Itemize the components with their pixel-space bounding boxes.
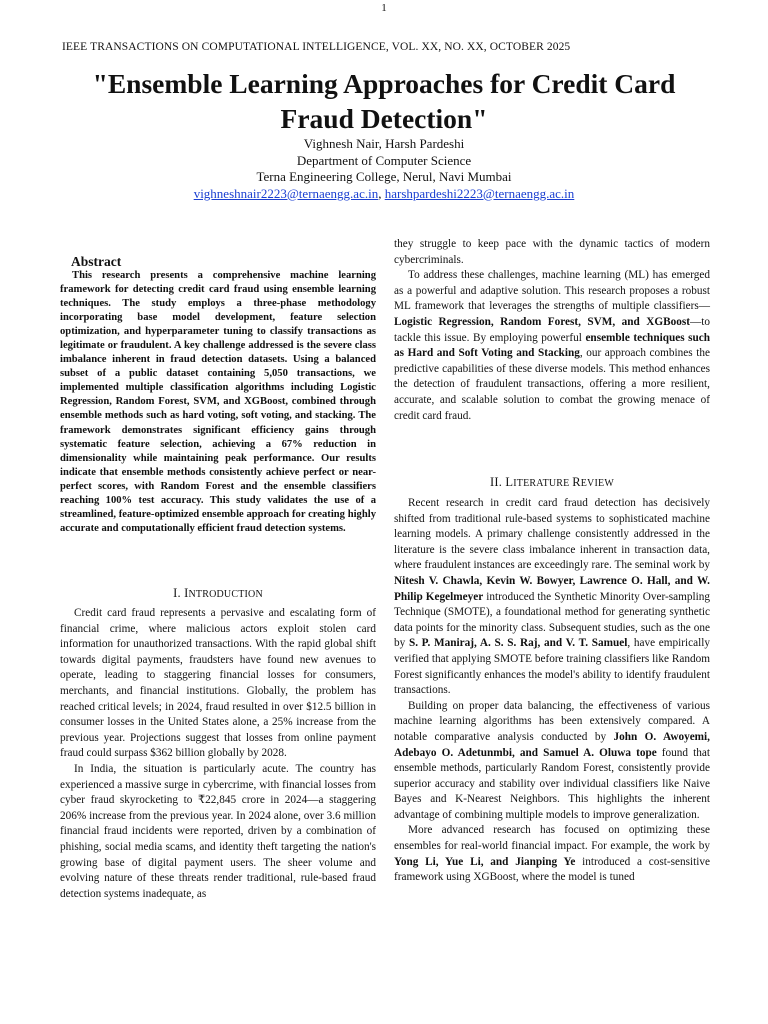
paper-title (0, 66, 768, 136)
lit-paragraph-2: Building on proper data balancing, the effectiveness of various machine learning algorithms has been extensively compared. A notable comparative analysis conducted by John O. Awoyemi, Adebayo O. Adetunmbi, and Samuel A. Oluwa tope found that ensemble methods, particularly Random Forest, consistently provide superior accuracy and stability over individual classifiers like Naive Bayes and K-Nearest Neighbors. This highlights the inherent advantage of combining multiple models to improve generalization. (394, 699, 710, 821)
page-number: 1 (381, 2, 387, 14)
title-line-2: Fraud Detection" (280, 103, 488, 134)
intro-paragraph-3: To address these challenges, machine learning (ML) has emerged as a powerful and adaptive solution. This research proposes a robust ML framework that leverages the strengths of multiple classifiers—Logistic Regression, Random Forest, SVM, and XGBoost—to tackle this issue. By employing powerful ensemble techniques such as Hard and Soft Voting and Stacking, our approach combines the predictive capabilities of these diverse models. This method enhances the detection of fraudulent transactions, offering a more resilient, accurate, and scalable solution to combat the growing menace of credit card fraud. (394, 269, 710, 422)
title-line-1: "Ensemble Learning Approaches for Credit Card (92, 68, 676, 99)
email-link-2[interactable]: harshpardeshi2223@ternaengg.ac.in (384, 185, 575, 201)
right-column-intro-continued (394, 237, 710, 424)
introduction-body (60, 606, 376, 902)
author-names: Vighnesh Nair, Harsh Pardeshi (303, 136, 465, 151)
author-institution: Terna Engineering College, Nerul, Navi Mumbai (256, 169, 512, 184)
author-emails (0, 186, 768, 203)
email-link-1[interactable]: vighneshnair2223@ternaengg.ac.in (193, 185, 379, 201)
intro-paragraph-1: Credit card fraud represents a pervasive and escalating form of financial crime, where malicious actors exploit stolen card information for unauthorized transactions. With the rapid global shift towards digital payments, fraudsters have found new avenues to operate, leading to staggering financial losses for consumers, merchants, and financial institutions. Globally, the problem has reached critical levels; in 2024, fraud resulted in over $12.5 billion in consumer losses in the United States alone, a 25% increase from the previous year. Projections suggest that losses from online payment fraud could surpass $362 billion globally by 2028. (60, 607, 376, 760)
literature-review-body (394, 496, 710, 886)
section-heading-introduction: I. INTRODUCTION (173, 586, 263, 600)
section-numeral: I. (173, 586, 185, 600)
abstract-body: This research presents a comprehensive machine learning framework for detecting credit card fraud using ensemble learning techniques. The study employs a three-phase methodology incorporating base model development, feature selection optimization, and hyperparameter tuning to classify transactions as legitimate or fraudulent. A key challenge addressed is the severe class imbalance inherent in fraud detection datasets. Using a balanced subset of a public dataset containing 5,050 transactions, we implemented multiple classification algorithms including Logistic Regression, Random Forest, SVM, and XGBoost, combined through ensemble methods such as hard voting, soft voting, and stacking. The framework demonstrates significant efficiency gains through systematic feature selection, achieving a 67% reduction in dimensionality while maintaining peak performance. Our results indicate that ensemble methods consistently achieve perfect or near-perfect scores, with Random Forest and the ensemble classifiers reaching 100% test accuracy. This study validates the use of a streamlined, feature-optimized ensemble approach for creating highly accurate and computationally efficient fraud detection systems. (60, 270, 376, 534)
lit-paragraph-1: Recent research in credit card fraud detection has decisively shifted from traditional rule-based systems to sophisticated machine learning models. A primary challenge consistently addressed in the literature is the severe class imbalance inherent in transaction data, where fraudulent instances are exceedingly rare. The seminal work by Nitesh V. Chawla, Kevin W. Bowyer, Lawrence O. Hall, and W. Philip Kegelmeyer introduced the Synthetic Minority Over-sampling Technique (SMOTE), a foundational method for generating synthetic data points for the minority class. Subsequent studies, such as the one by S. P. Maniraj, A. S. S. Raj, and V. T. Samuel, have empirically verified that applying SMOTE before training classifiers like Random Forest significantly enhances the model's ability to identify fraudulent transactions. (394, 497, 711, 697)
author-block (0, 136, 768, 202)
intro-continuation: they struggle to keep pace with the dynamic tactics of modern cybercriminals. (394, 238, 710, 266)
running-header: IEEE TRANSACTIONS ON COMPUTATIONAL INTELLIGENCE, VOL. XX, NO. XX, OCTOBER 2025 (62, 41, 571, 53)
section-heading-literature-review: II. LITERATURE REVIEW (490, 475, 614, 489)
author-department: Department of Computer Science (296, 152, 472, 168)
intro-paragraph-2: In India, the situation is particularly acute. The country has experienced a massive surge in cybercrime, with financial losses from cyber fraud skyrocketing to ₹22,845 crore in 2024—a staggering 206% increase from the previous year. In 2024 alone, over 3.6 million financial fraud incidents were reported, driven by a combination of phishing, social media scams, and identity theft targeting the nation's growing base of digital payment users. The sheer volume and evolving nature of these threats render traditional, rule-based fraud detection systems inadequate, as (60, 762, 376, 900)
lit-paragraph-3: More advanced research has focused on optimizing these ensembles for real-world financial impact. For example, the work by Yong Li, Yue Li, and Jianping Ye introduced a cost-sensitive framework using XGBoost, where the model is tuned (394, 824, 710, 884)
email-separator: , (378, 185, 385, 201)
section-numeral: II. (490, 475, 506, 489)
abstract-heading: Abstract (71, 254, 122, 269)
